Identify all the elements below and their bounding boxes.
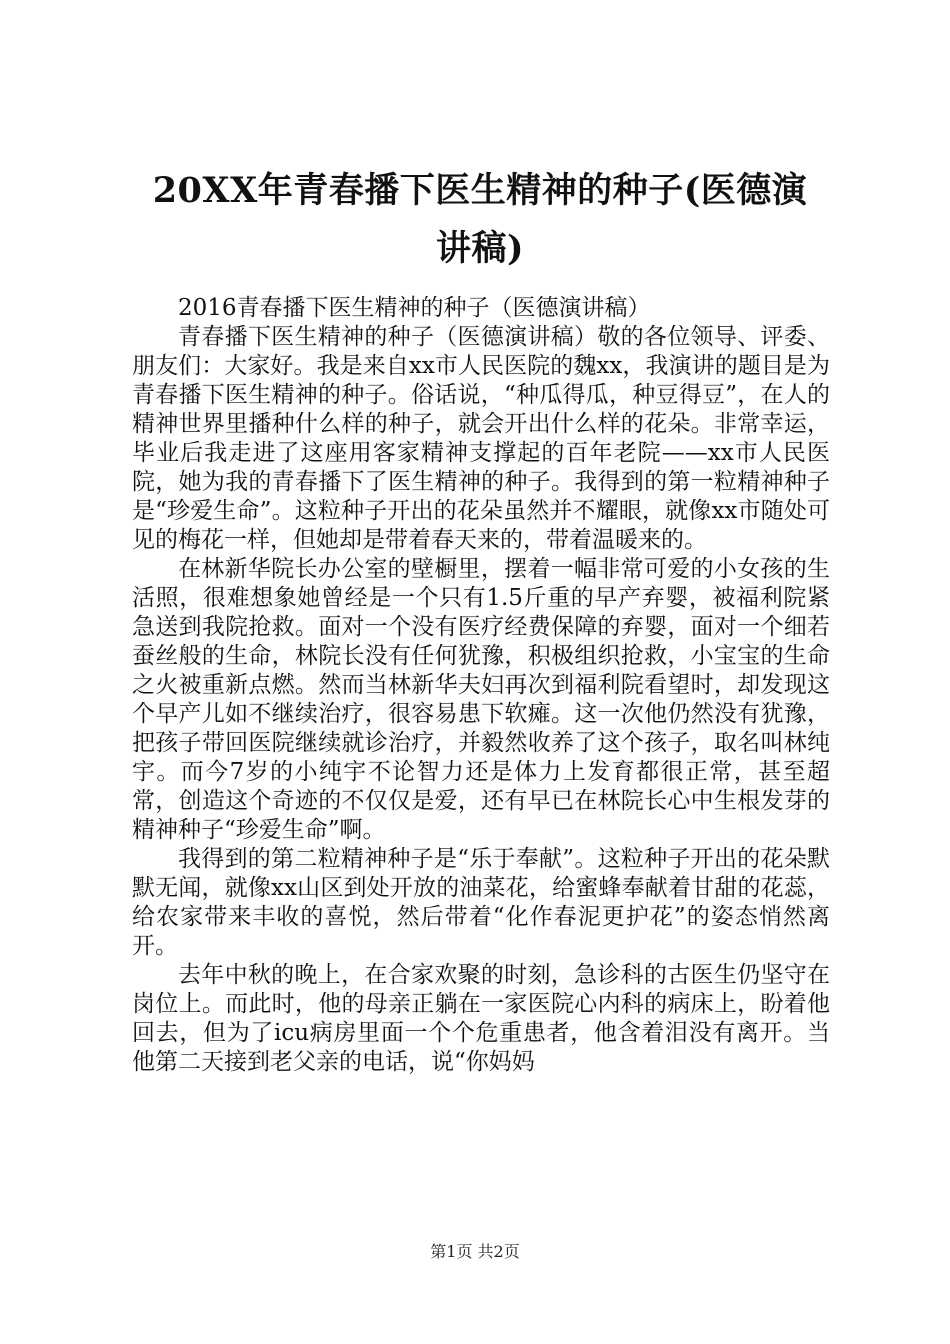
document-title: 20XX年青春播下医生精神的种子(医德演讲稿) xyxy=(152,170,808,269)
body-paragraph: 去年中秋的晚上，在合家欢聚的时刻，急诊科的古医生仍坚守在岗位上。而此时，他的母亲正躺在一家医院心内科的病床上，盼着他回去，但为了icu病房里面一个个危重患者，他含着泪没有离开。当他第二天接到老父亲的电话，说“你妈妈 xyxy=(132,962,830,1075)
page-footer: 第1页 共2页 xyxy=(430,1242,520,1261)
subtitle-paragraph: 2016青春播下医生精神的种子（医德演讲稿） xyxy=(178,295,651,321)
body-paragraph: 青春播下医生精神的种子（医德演讲稿）敬的各位领导、评委、朋友们：大家好。我是来自xx市人民医院的魏xx，我演讲的题目是为青春播下医生精神的种子。俗话说，“种瓜得瓜，种豆得豆”，在人的精神世界里播种什么样的种子，就会开出什么样的花朵。非常幸运，毕业后我走进了这座用客家精神支撑起的百年老院——xx市人民医院，她为我的青春播下了医生精神的种子。我得到的第一粒精神种子是“珍爱生命”。这粒种子开出的花朵虽然并不耀眼，就像xx市随处可见的梅花一样，但她却是带着春天来的，带着温暖来的。 xyxy=(132,324,830,553)
body-paragraph: 我得到的第二粒精神种子是“乐于奉献”。这粒种子开出的花朵默默无闻，就像xx山区到处开放的油菜花，给蜜蜂奉献着甘甜的花蕊，给农家带来丰收的喜悦，然后带着“化作春泥更护花”的姿态悄然离开。 xyxy=(132,846,830,959)
document-body xyxy=(132,294,830,1077)
body-paragraph: 在林新华院长办公室的壁橱里，摆着一幅非常可爱的小女孩的生活照，很难想象她曾经是一个只有1.5斤重的早产弃婴，被福利院紧急送到我院抢救。面对一个没有医疗经费保障的弃婴，面对一个细若蚕丝般的生命，林院长没有任何犹豫，积极组织抢救，小宝宝的生命之火被重新点燃。然而当林新华夫妇再次到福利院看望时，却发现这个早产儿如不继续治疗，很容易患下软瘫。这一次他仍然没有犹豫，把孩子带回医院继续就诊治疗，并毅然收养了这个孩子，取名叫林纯宇。而今7岁的小纯宇不论智力还是体力上发育都很正常，甚至超常，创造这个奇迹的不仅仅是爱，还有早已在林院长心中生根发芽的精神种子“珍爱生命”啊。 xyxy=(132,556,830,843)
